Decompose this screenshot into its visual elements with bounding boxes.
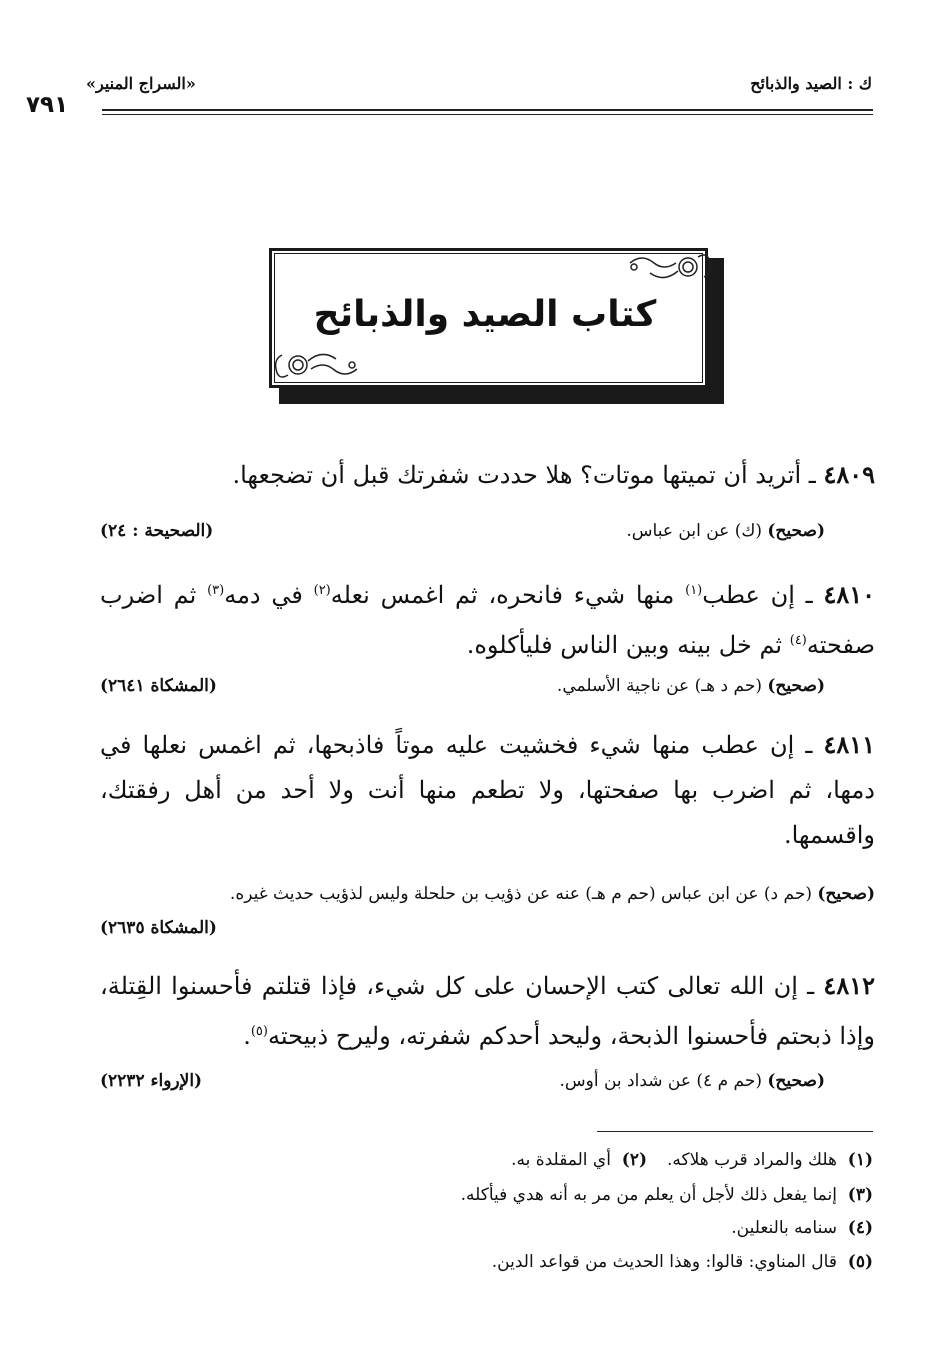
hadith-number: ٤٨١٢ xyxy=(823,971,875,1000)
hadith-source xyxy=(100,874,875,914)
top-right-ornament-icon xyxy=(620,245,715,295)
footnote-marker[interactable]: (١) xyxy=(685,583,703,598)
hadith-4810: ٤٨١٠ ـ إن عطب$^{(١)}$ منها شيء فانحره، ثم اغمس نعله$^{(٢)}$ في دمه$^{(٣)}$ ثم اضرب صفحته$^{(٤)}$ ثم خل بينه وبين الناس فليأكلوه. xyxy=(100,580,876,659)
source-text: (حم م ٤) عن شداد بن أوس. xyxy=(559,1071,762,1091)
hadith-text-part: ثم اضرب صفحته xyxy=(100,581,875,659)
chapter-header: ك : الصيد والذبائح xyxy=(750,74,872,93)
footnote-number: (٣) xyxy=(847,1185,873,1205)
hadith-4809: ٤٨٠٩ ـ أتريد أن تميتها موتات؟ هلا حددت شفرتك قبل أن تضجعها. xyxy=(232,460,875,489)
grade: (صحيح) xyxy=(817,884,875,904)
hadith-4811: ٤٨١١ ـ إن عطب منها شيء فخشيت عليه موتاً فاذبحها، ثم اغمس نعلها في دمها، ثم اضرب بها صفحتها، ولا تطعم منها أنت ولا أحد من أهل رفقتك، واقسمها. xyxy=(100,730,875,849)
book-title: كتاب الصيد والذبائح xyxy=(313,294,657,335)
reference: (الإرواء ٢٢٣٢) xyxy=(100,1071,203,1091)
footnote-4 xyxy=(731,1218,873,1238)
grade: (صحيح) xyxy=(767,1071,825,1091)
footnote-marker[interactable]: (٥) xyxy=(250,1024,268,1039)
footnote-text: إنما يفعل ذلك لأجل أن يعلم من مر به أنه هدي فيأكله. xyxy=(460,1185,837,1205)
source-text: (ك) عن ابن عباس. xyxy=(626,521,762,541)
reference: (الصحيحة : ٢٤) xyxy=(100,521,214,541)
hadith-number: ٤٨١٠ xyxy=(823,580,876,609)
footnote-2 xyxy=(511,1150,647,1170)
hadith-text-part: إن الله تعالى كتب الإحسان على كل شيء، فإذا قتلتم فأحسنوا القِتلة، وإذا ذبحتم فأحسنوا الذبحة، وليحد أحدكم شفرته، وليرح ذبيحته xyxy=(100,972,875,1050)
footnote-text: سنامه بالنعلين. xyxy=(731,1218,837,1238)
hadith-number: ٤٨١١ xyxy=(823,730,875,759)
footnote-number: (٤) xyxy=(847,1218,873,1238)
hadith-text-part: منها شيء فانحره، ثم اغمس نعله xyxy=(330,581,686,609)
source-text: (حم د هـ) عن ناجية الأسلمي. xyxy=(556,676,762,696)
footnote-text: قال المناوي: قالوا: وهذا الحديث من قواعد الدين. xyxy=(491,1252,837,1272)
book-name-header: «السراج المنير» xyxy=(86,74,196,93)
footnote-number: (١) xyxy=(847,1150,873,1170)
hadith-text-part: في دمه xyxy=(224,581,314,609)
footnote-3 xyxy=(461,1185,873,1205)
footnote-text: أي المقلدة به. xyxy=(511,1150,611,1170)
reference: (المشكاة ٢٦٤١) xyxy=(100,676,217,696)
grade: (صحيح) xyxy=(767,521,825,541)
hadith-text: إن عطب منها شيء فخشيت عليه موتاً فاذبحها، ثم اغمس نعلها في دمها، ثم اضرب بها صفحتها، ولا تطعم منها أنت ولا أحد من أهل رفقتك، واقسمها. xyxy=(100,731,875,849)
hadith-text: أتريد أن تميتها موتات؟ هلا حددت شفرتك قبل أن تضجعها. xyxy=(232,461,802,489)
hadith-number: ٤٨٠٩ xyxy=(823,460,875,489)
footnote-text: هلك والمراد قرب هلاكه. xyxy=(666,1150,837,1170)
hadith-source xyxy=(100,1071,825,1091)
footnote-5 xyxy=(492,1252,873,1272)
footnote-marker[interactable]: (٢) xyxy=(313,583,331,598)
footnote-number: (٥) xyxy=(847,1252,873,1272)
header-rule-thin xyxy=(102,114,873,115)
footnote-number: (٢) xyxy=(621,1150,647,1170)
source-text: (حم د) عن ابن عباس (حم م هـ) عنه عن ذؤيب بن حلحلة وليس لذؤيب حديث غيره. xyxy=(229,884,812,904)
footnote-1 xyxy=(667,1150,873,1170)
footnote-marker[interactable]: (٤) xyxy=(789,633,807,648)
grade: (صحيح) xyxy=(767,676,825,696)
page-number: ٧٩١ xyxy=(26,92,69,118)
reference: (المشكاة ٢٦٣٥) xyxy=(100,918,217,938)
hadith-text-part: . xyxy=(243,1022,251,1050)
header-rule xyxy=(102,109,873,111)
footnote-rule xyxy=(597,1131,873,1132)
hadith-4812: ٤٨١٢ ـ إن الله تعالى كتب الإحسان على كل شيء، فإذا قتلتم فأحسنوا القِتلة، وإذا ذبحتم فأحسنوا الذبحة، وليحد أحدكم شفرته، وليرح ذبيحته$^{(٥)}$. xyxy=(100,971,875,1050)
footnote-marker[interactable]: (٣) xyxy=(207,583,225,598)
bottom-left-ornament-icon xyxy=(272,337,367,387)
hadith-text-part: إن عطب xyxy=(702,581,795,609)
hadith-text-part: ثم خل بينه وبين الناس فليأكلوه. xyxy=(466,631,790,659)
